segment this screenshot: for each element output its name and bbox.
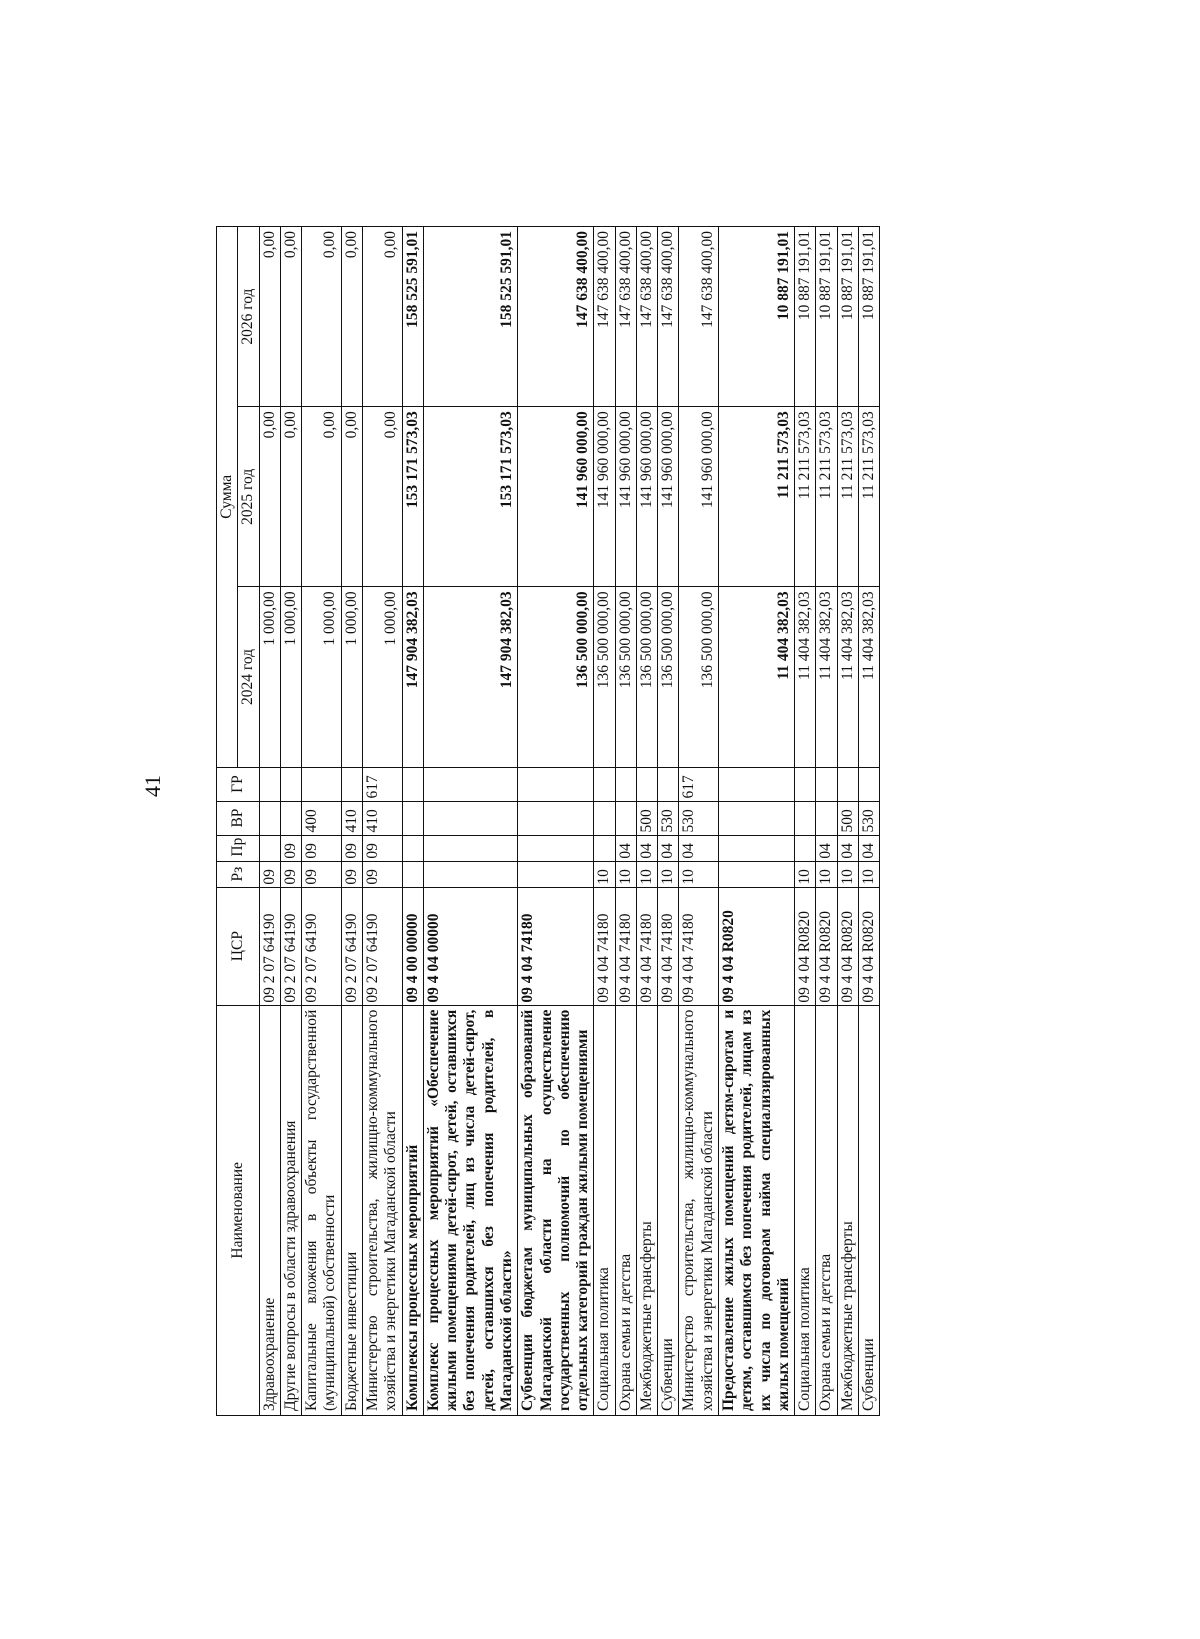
table-row: [816, 227, 837, 1416]
cell-vr: [280, 801, 301, 835]
cell-name: Охрана семьи и детства: [615, 1005, 636, 1415]
cell-pr: 09: [280, 835, 301, 861]
cell-vr: 500: [636, 801, 657, 835]
cell-name: Министерство строительства, жилищно-коммунального хозяйства и энергетики Магаданской области: [679, 1005, 719, 1415]
cell-2024: 1 000,00: [280, 587, 301, 767]
cell-vr: 410: [341, 801, 362, 835]
cell-csr: 09 4 04 00000: [423, 887, 517, 1005]
cell-2026: 0,00: [280, 227, 301, 407]
cell-vr: [402, 801, 423, 835]
table-row: [518, 227, 594, 1416]
cell-2025: 0,00: [280, 407, 301, 587]
cell-vr: [259, 801, 280, 835]
header-rz: Рз: [217, 861, 260, 887]
header-2025: 2025 год: [238, 407, 259, 587]
cell-csr: 09 4 04 R0820: [816, 887, 837, 1005]
cell-gr: [658, 767, 679, 801]
cell-rz: 10: [615, 861, 636, 887]
cell-2024: 147 904 382,03: [402, 587, 423, 767]
cell-name: Социальная политика: [594, 1005, 615, 1415]
table-row: [341, 227, 362, 1416]
cell-2026: 147 638 400,00: [679, 227, 719, 407]
cell-rz: [402, 861, 423, 887]
cell-name: Бюджетные инвестиции: [341, 1005, 362, 1415]
cell-pr: [518, 835, 594, 861]
cell-gr: 617: [362, 767, 402, 801]
cell-gr: [423, 767, 517, 801]
cell-2025: 153 171 573,03: [402, 407, 423, 587]
cell-gr: [636, 767, 657, 801]
cell-pr: 04: [658, 835, 679, 861]
cell-2026: 0,00: [259, 227, 280, 407]
cell-pr: [594, 835, 615, 861]
cell-rz: 09: [280, 861, 301, 887]
cell-name: Социальная политика: [795, 1005, 816, 1415]
cell-csr: 09 2 07 64190: [280, 887, 301, 1005]
table-row: [859, 227, 880, 1416]
cell-2024: 1 000,00: [341, 587, 362, 767]
cell-csr: 09 2 07 64190: [341, 887, 362, 1005]
cell-name: Комплекс процессных мероприятий «Обеспечение жилыми помещениями детей-сирот, детей, оставшихся без попечения родителей, лиц из числа детей-сирот, детей, оставшихся без попечения родителей, в Магаданской области»: [423, 1005, 517, 1415]
cell-csr: 09 4 04 74180: [594, 887, 615, 1005]
cell-2025: 0,00: [341, 407, 362, 587]
cell-rz: 09: [362, 861, 402, 887]
cell-pr: 04: [837, 835, 858, 861]
cell-csr: 09 2 07 64190: [362, 887, 402, 1005]
cell-2025: 11 211 573,03: [859, 407, 880, 587]
cell-2026: 10 887 191,01: [795, 227, 816, 407]
cell-csr: 09 4 04 74180: [518, 887, 594, 1005]
cell-2026: 10 887 191,01: [837, 227, 858, 407]
cell-2024: 136 500 000,00: [518, 587, 594, 767]
cell-rz: 09: [302, 861, 342, 887]
table-row: [259, 227, 280, 1416]
cell-name: Субвенции бюджетам муниципальных образований Магаданской области на осуществление государственных полномочий по обеспечению отдельных категорий граждан жилыми помещениями: [518, 1005, 594, 1415]
cell-name: Межбюджетные трансферты: [837, 1005, 858, 1415]
cell-csr: 09 4 04 74180: [615, 887, 636, 1005]
cell-2024: 136 500 000,00: [636, 587, 657, 767]
cell-csr: 09 4 04 74180: [679, 887, 719, 1005]
cell-2026: 147 638 400,00: [615, 227, 636, 407]
cell-gr: [816, 767, 837, 801]
cell-2026: 10 887 191,01: [816, 227, 837, 407]
page-number: 41: [140, 775, 165, 797]
cell-gr: 617: [679, 767, 719, 801]
cell-vr: 410: [362, 801, 402, 835]
cell-2026: 147 638 400,00: [636, 227, 657, 407]
cell-2024: 1 000,00: [362, 587, 402, 767]
cell-rz: 10: [594, 861, 615, 887]
cell-2025: 141 960 000,00: [679, 407, 719, 587]
header-vr: ВР: [217, 801, 260, 835]
cell-name: Министерство строительства, жилищно-коммунального хозяйства и энергетики Магаданской области: [362, 1005, 402, 1415]
cell-2025: 0,00: [362, 407, 402, 587]
cell-gr: [594, 767, 615, 801]
cell-2026: 147 638 400,00: [658, 227, 679, 407]
budget-table: [216, 226, 880, 1416]
cell-2024: 136 500 000,00: [679, 587, 719, 767]
cell-csr: 09 4 04 R0820: [837, 887, 858, 1005]
cell-vr: 530: [658, 801, 679, 835]
cell-2025: 0,00: [259, 407, 280, 587]
cell-2025: 141 960 000,00: [594, 407, 615, 587]
cell-2025: 141 960 000,00: [615, 407, 636, 587]
cell-csr: 09 2 07 64190: [259, 887, 280, 1005]
header-2026: 2026 год: [238, 227, 259, 407]
cell-rz: 10: [859, 861, 880, 887]
cell-name: Капитальные вложения в объекты государственной (муниципальной) собственности: [302, 1005, 342, 1415]
cell-gr: [518, 767, 594, 801]
cell-gr: [795, 767, 816, 801]
cell-csr: 09 4 00 00000: [402, 887, 423, 1005]
cell-name: Субвенции: [658, 1005, 679, 1415]
cell-2024: 136 500 000,00: [658, 587, 679, 767]
table-body: [259, 227, 880, 1416]
cell-name: Субвенции: [859, 1005, 880, 1415]
header-gr: ГР: [217, 767, 260, 801]
table-row: [636, 227, 657, 1416]
cell-2026: 0,00: [362, 227, 402, 407]
table-row: [615, 227, 636, 1416]
cell-2024: 1 000,00: [302, 587, 342, 767]
cell-2026: 0,00: [302, 227, 342, 407]
cell-rz: 09: [259, 861, 280, 887]
cell-2025: 141 960 000,00: [658, 407, 679, 587]
cell-2024: 136 500 000,00: [594, 587, 615, 767]
header-name: Наименование: [217, 1005, 260, 1415]
cell-2024: 11 404 382,03: [719, 587, 795, 767]
table-row: [679, 227, 719, 1416]
cell-gr: [859, 767, 880, 801]
cell-pr: 09: [362, 835, 402, 861]
cell-name: Другие вопросы в области здравоохранения: [280, 1005, 301, 1415]
cell-vr: [816, 801, 837, 835]
cell-2025: 153 171 573,03: [423, 407, 517, 587]
cell-pr: 04: [859, 835, 880, 861]
table-row: [362, 227, 402, 1416]
cell-2025: 0,00: [302, 407, 342, 587]
cell-name: Охрана семьи и детства: [816, 1005, 837, 1415]
cell-vr: [615, 801, 636, 835]
cell-pr: 09: [341, 835, 362, 861]
cell-2025: 11 211 573,03: [795, 407, 816, 587]
cell-pr: [795, 835, 816, 861]
cell-vr: [594, 801, 615, 835]
cell-gr: [302, 767, 342, 801]
cell-2025: 11 211 573,03: [816, 407, 837, 587]
cell-pr: 04: [636, 835, 657, 861]
cell-csr: 09 4 04 R0820: [859, 887, 880, 1005]
cell-gr: [615, 767, 636, 801]
table-row: [402, 227, 423, 1416]
cell-gr: [280, 767, 301, 801]
cell-name: Комплексы процессных мероприятий: [402, 1005, 423, 1415]
cell-name: Предоставление жилых помещений детям-сиротам и детям, оставшимся без попечения родителей, лицам из их числа по договорам найма специализированных жилых помещений: [719, 1005, 795, 1415]
cell-vr: [795, 801, 816, 835]
cell-2025: 141 960 000,00: [636, 407, 657, 587]
rotated-table-wrapper: [216, 226, 1028, 1416]
cell-2026: 10 887 191,01: [719, 227, 795, 407]
cell-pr: 09: [302, 835, 342, 861]
cell-csr: 09 4 04 74180: [636, 887, 657, 1005]
cell-rz: 10: [795, 861, 816, 887]
cell-rz: 10: [636, 861, 657, 887]
cell-pr: [402, 835, 423, 861]
cell-2025: 11 211 573,03: [719, 407, 795, 587]
cell-gr: [341, 767, 362, 801]
cell-rz: 09: [341, 861, 362, 887]
cell-2026: 0,00: [341, 227, 362, 407]
cell-2026: 147 638 400,00: [518, 227, 594, 407]
table-header: [217, 227, 260, 1416]
header-2024: 2024 год: [238, 587, 259, 767]
cell-2026: 158 525 591,01: [423, 227, 517, 407]
cell-name: Межбюджетные трансферты: [636, 1005, 657, 1415]
table-row: [302, 227, 342, 1416]
cell-gr: [719, 767, 795, 801]
header-csr: ЦСР: [217, 887, 260, 1005]
cell-vr: 530: [859, 801, 880, 835]
cell-csr: 09 4 04 R0820: [795, 887, 816, 1005]
cell-vr: 400: [302, 801, 342, 835]
table-row: [837, 227, 858, 1416]
cell-2026: 10 887 191,01: [859, 227, 880, 407]
cell-rz: 10: [658, 861, 679, 887]
cell-2025: 141 960 000,00: [518, 407, 594, 587]
cell-gr: [837, 767, 858, 801]
cell-gr: [259, 767, 280, 801]
cell-name: Здравоохранение: [259, 1005, 280, 1415]
cell-2026: 147 638 400,00: [594, 227, 615, 407]
cell-vr: [719, 801, 795, 835]
cell-2024: 11 404 382,03: [837, 587, 858, 767]
cell-2024: 1 000,00: [259, 587, 280, 767]
cell-pr: [423, 835, 517, 861]
table-row: [658, 227, 679, 1416]
cell-2024: 147 904 382,03: [423, 587, 517, 767]
header-sum: Сумма: [217, 227, 238, 768]
table-row: [719, 227, 795, 1416]
cell-gr: [402, 767, 423, 801]
cell-vr: 500: [837, 801, 858, 835]
cell-vr: 530: [679, 801, 719, 835]
cell-2024: 136 500 000,00: [615, 587, 636, 767]
cell-rz: [518, 861, 594, 887]
cell-csr: 09 4 04 74180: [658, 887, 679, 1005]
cell-csr: 09 2 07 64190: [302, 887, 342, 1005]
cell-pr: 04: [679, 835, 719, 861]
cell-vr: [423, 801, 517, 835]
table-row: [795, 227, 816, 1416]
cell-2026: 158 525 591,01: [402, 227, 423, 407]
cell-pr: [259, 835, 280, 861]
cell-2024: 11 404 382,03: [795, 587, 816, 767]
cell-rz: [423, 861, 517, 887]
header-pr: Пр: [217, 835, 260, 861]
cell-2024: 11 404 382,03: [816, 587, 837, 767]
cell-rz: [719, 861, 795, 887]
cell-pr: [719, 835, 795, 861]
cell-pr: 04: [816, 835, 837, 861]
cell-vr: [518, 801, 594, 835]
cell-rz: 10: [837, 861, 858, 887]
cell-rz: 10: [816, 861, 837, 887]
table-row: [280, 227, 301, 1416]
cell-csr: 09 4 04 R0820: [719, 887, 795, 1005]
cell-rz: 10: [679, 861, 719, 887]
cell-pr: 04: [615, 835, 636, 861]
cell-2024: 11 404 382,03: [859, 587, 880, 767]
table-row: [594, 227, 615, 1416]
cell-2025: 11 211 573,03: [837, 407, 858, 587]
table-row: [423, 227, 517, 1416]
